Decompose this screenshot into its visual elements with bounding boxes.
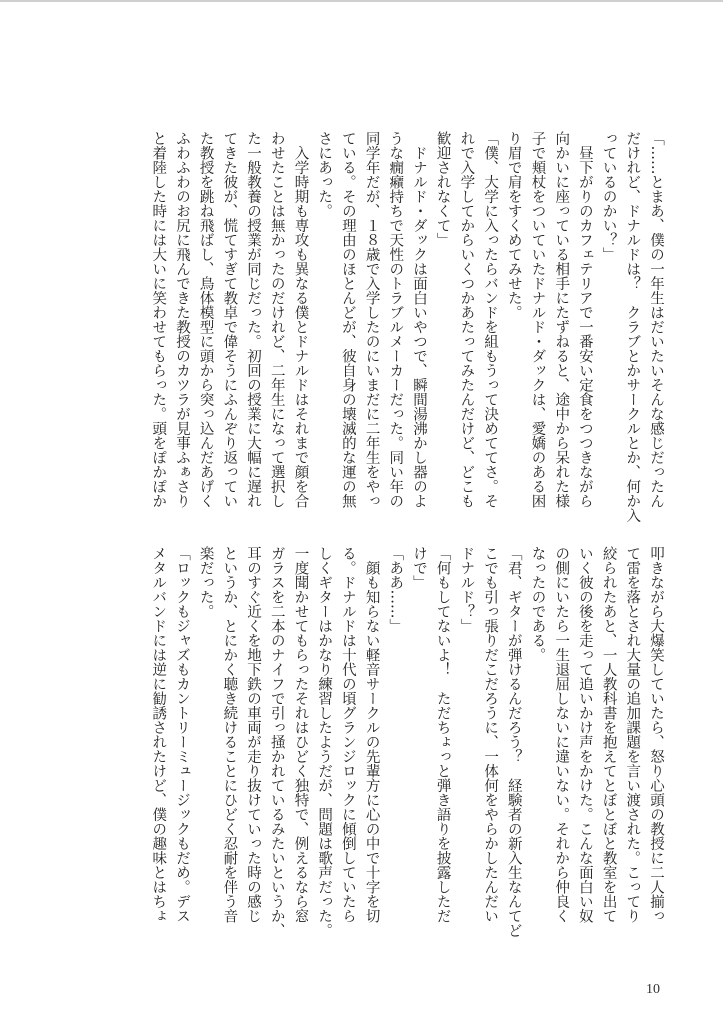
text-line: てきた彼が、慌てすぎて教卓で偉そうにふんぞり返ってい: [221, 131, 238, 508]
text-line: 「ロックもジャズもカントリーミュージックもだめ。デス: [173, 546, 190, 923]
text-line: ドナルド？」: [458, 546, 475, 633]
text-line: っているのかい？」: [600, 131, 617, 262]
text-line: 入学時期も専攻も異なる僕とドナルドはそれまで顔を合: [292, 131, 309, 508]
text-line: 歓迎されなくて」: [434, 131, 451, 247]
upper-text-block: [145, 131, 667, 523]
page-number: 10: [646, 982, 660, 997]
top-border: [0, 0, 723, 2]
lower-text-block: [145, 546, 667, 938]
text-line: た一般教養の授業が同じだった。初回の授業に大幅に遅れ: [245, 131, 262, 508]
text-line: 顔も知らない軽音サークルの先輩方に心の中で十字を切: [363, 546, 380, 923]
text-line: 絞られたあと、一人教科書を抱えてとぼとぼと教室を出て: [600, 546, 617, 923]
text-line: 「僕、大学に入ったらバンドを組もうって決めててさ。そ: [482, 131, 499, 508]
text-line: うな癇癪持ちで天性のトラブルメーカーだった。同い年の: [387, 131, 404, 508]
text-line: 「何もしてないよ！ ただちょっと弾き語りを披露しただ: [434, 546, 451, 923]
text-line: ている。その理由のほとんどが、彼自身の壊滅的な運の無: [339, 131, 356, 508]
text-line: 子で頬杖をついていたドナルド・ダックは、愛嬌のある困: [529, 131, 546, 508]
text-line: ふわふわのお尻に飛んできた教授のカツラが見事ふぁさり: [173, 131, 190, 508]
text-line: 「ああ……」: [387, 546, 404, 633]
text-line: というか、とにかく聴き続けることにひどく忍耐を伴う音: [221, 546, 238, 923]
text-line: しくギターはかなり練習したようだが、問題は歌声だった。: [316, 546, 333, 938]
text-line: 同学年だが、１８歳で入学したのにいまだに二年生をやっ: [363, 131, 380, 508]
text-line: 「……とまあ、僕の一年生はだいたいそんな感じだったん: [648, 131, 664, 508]
text-line: だけれど、ドナルドは？ クラブとかサークルとか、何か入: [624, 131, 641, 523]
text-line: さにあった。: [316, 131, 333, 218]
text-line: 耳のすぐ近くを地下鉄の車両が走り抜けていった時の感じ: [245, 546, 262, 923]
text-line: る。ドナルドは十代の頃グランジロックに傾倒していたら: [339, 546, 356, 923]
text-line: て雷を落とされ大量の追加課題を言い渡された。こってり: [624, 546, 641, 923]
text-line: いく彼の後を走って追いかけ声をかけた。こんな面白い奴: [576, 546, 593, 923]
text-line: 「君、ギターが弾けるんだろう？ 経験者の新入生なんてど: [505, 546, 522, 938]
text-line: た教授を跳ね飛ばし、鳥体模型に頭から突っ込んだあげく: [197, 131, 214, 508]
text-line: り眉で肩をすくめてみせた。: [505, 131, 522, 320]
text-line: けで」: [410, 546, 427, 590]
text-line: ドナルド・ダックは面白いやつで、瞬間湯沸かし器のよ: [410, 131, 427, 508]
text-line: こでも引っ張りだこだろうに、一体何をやらかしたんだい: [482, 546, 499, 923]
text-line: メタルバンドには逆に勧誘されたけど、僕の趣味とはちょ: [150, 546, 167, 923]
text-line: 叩きながら大爆笑していたら、怒り心頭の教授に二人揃っ: [648, 546, 664, 923]
text-line: 一度聞かせてもらったそれはひどく独特で、例えるなら窓: [292, 546, 309, 923]
text-line: ガラスを二本のナイフで引っ掻かれているみたいというか、: [268, 546, 285, 938]
text-line: わせたことは無かったのだけれど、二年生になって選択し: [268, 131, 285, 508]
text-line: 昼下がりのカフェテリアで一番安い定食をつつきながら: [576, 131, 593, 508]
text-line: と着陸した時には大いに笑わせてもらった。頭をぽかぽか: [150, 131, 167, 508]
text-line: なったのである。: [529, 546, 546, 662]
text-line: 向かいに座っている相手にたずねると、途中から呆れた様: [553, 131, 570, 508]
text-line: の側にいたら一生退屈しないに違いない。それから仲良く: [553, 546, 570, 923]
text-line: れで入学してからいくつかあたってみたんだけど、どこも: [458, 131, 475, 508]
text-line: 楽だった。: [197, 546, 214, 619]
